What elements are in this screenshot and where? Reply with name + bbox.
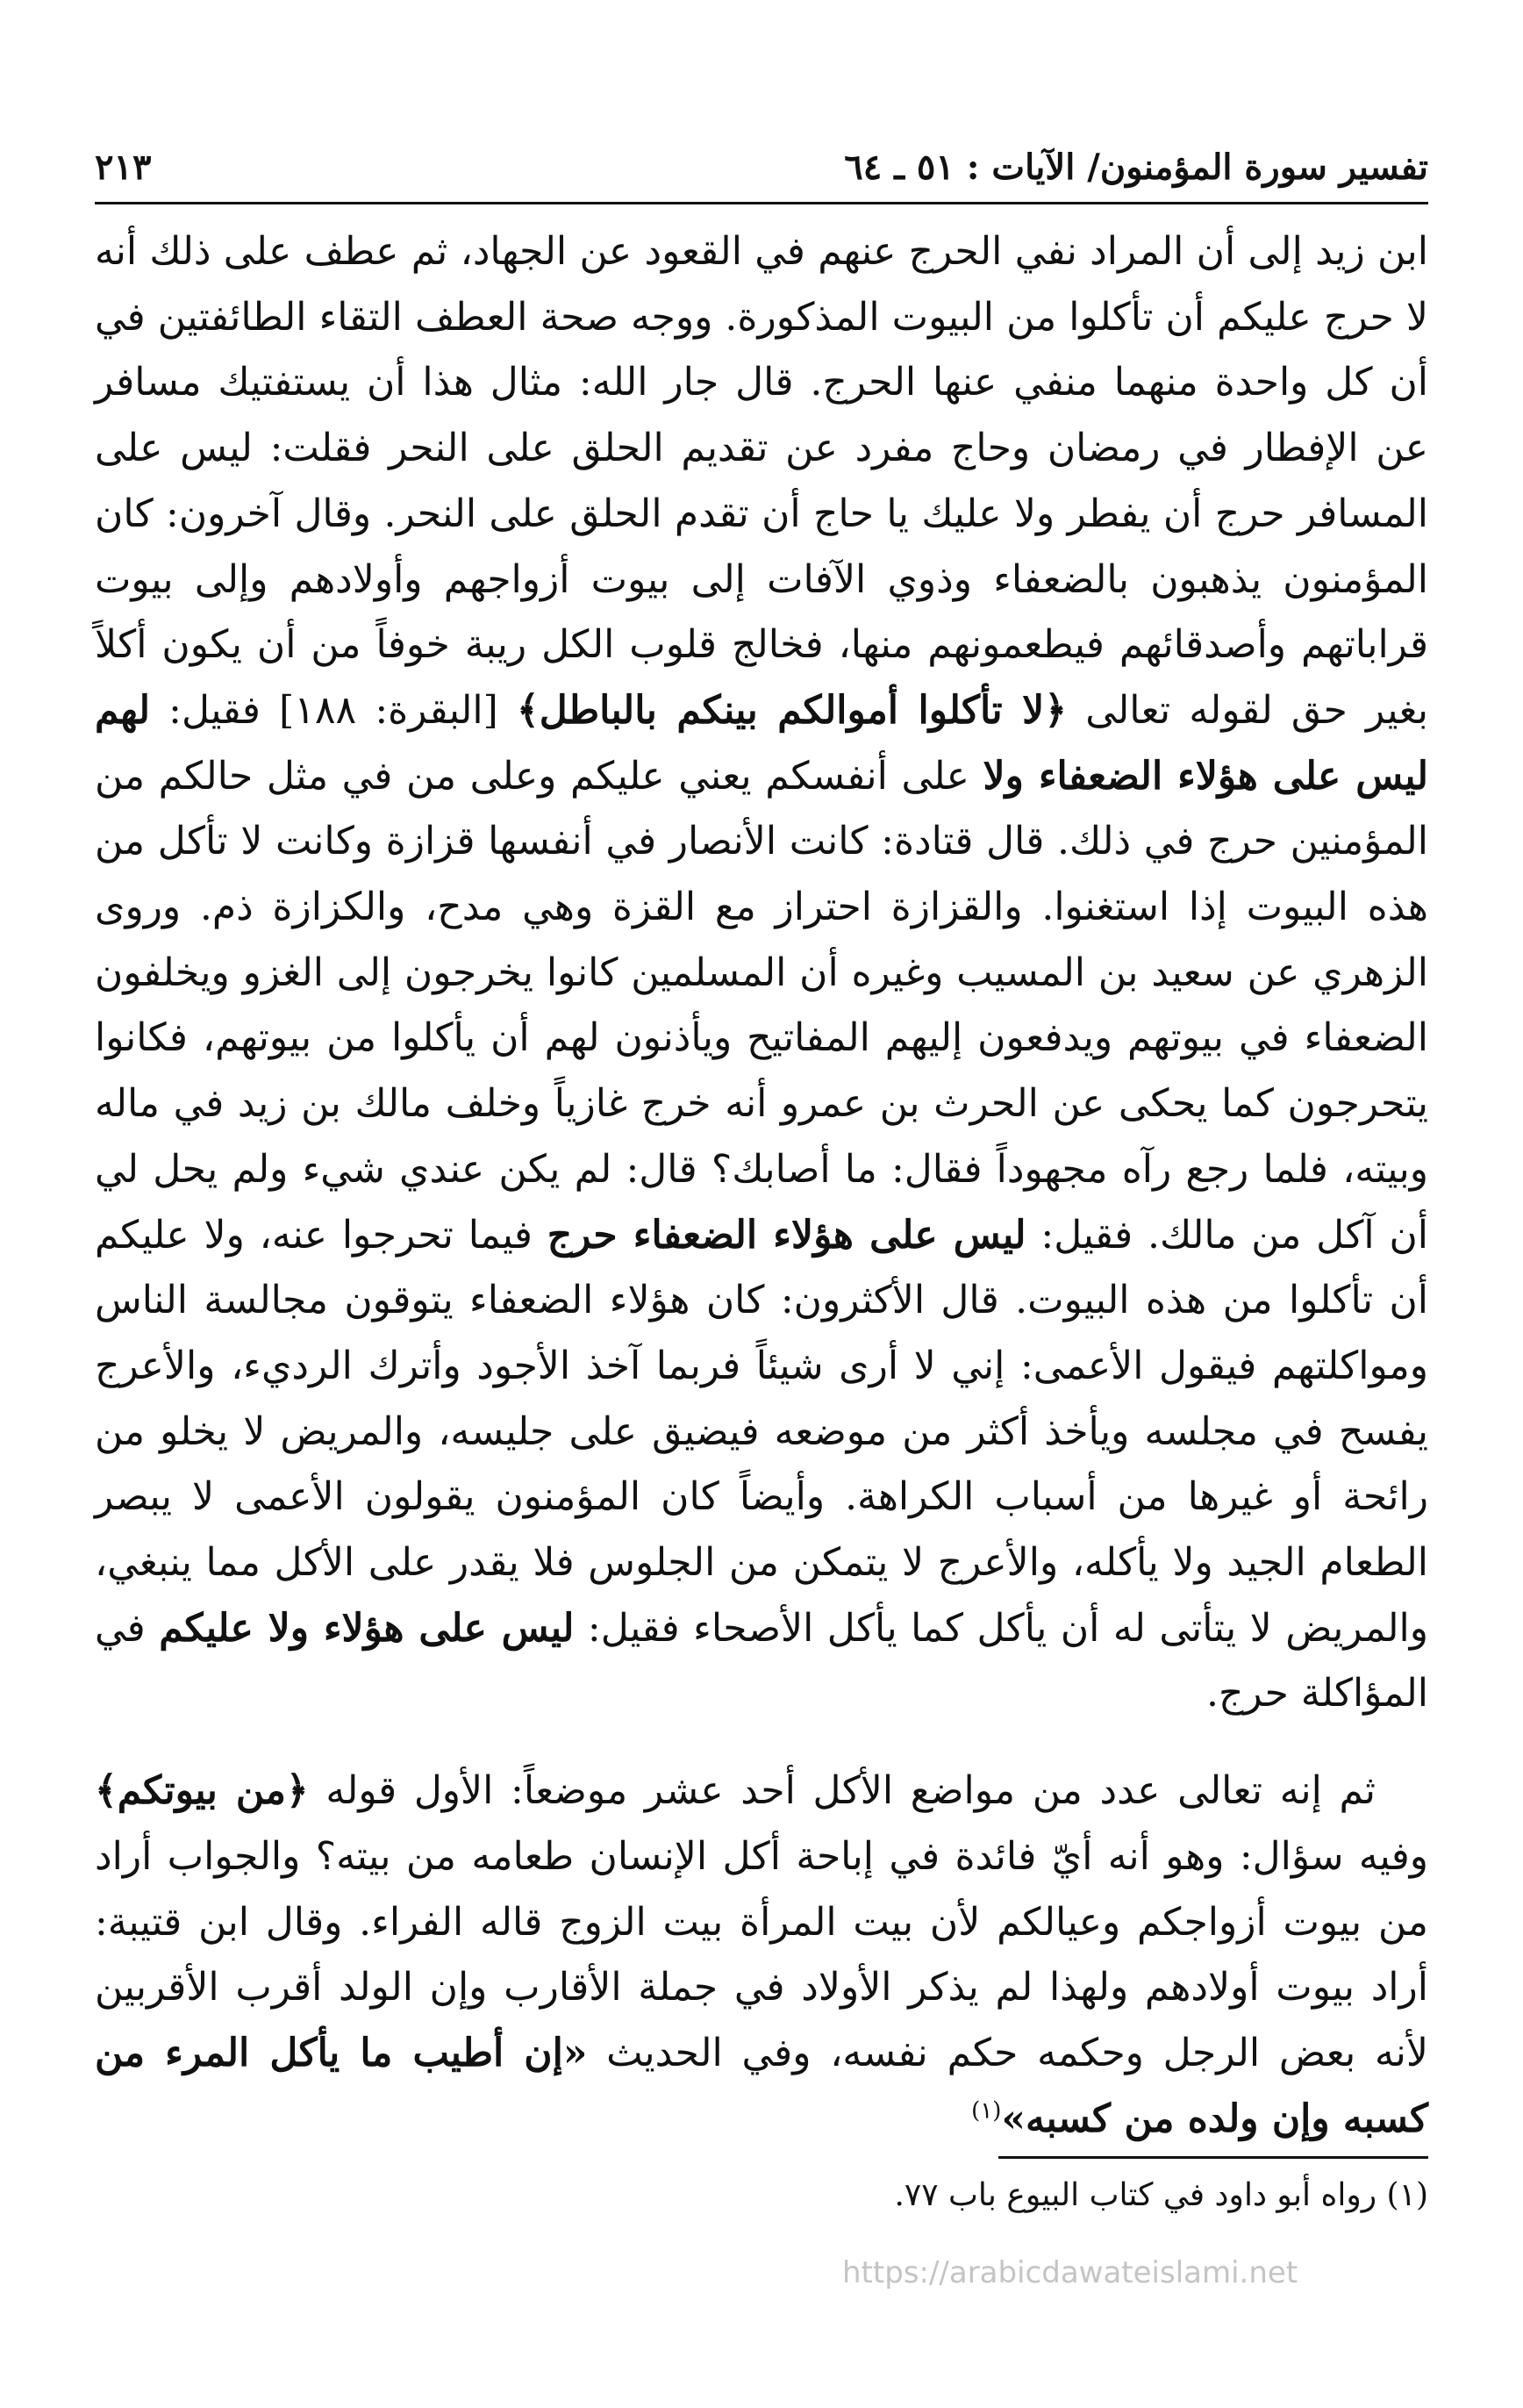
hadith-quote: «إن أطيب ما يأكل المرء من كسبه وإن ولده من كسبه»	[95, 2030, 1428, 2141]
running-header	[95, 132, 1428, 202]
text-run: على أنفسكم يعني عليكم وعلى من في مثل حالكم من المؤمنين حرج في ذلك. قال قتادة: كانت الأنصار في أنفسها قزازة وكانت لا تأكل من هذه البيوت إذا استغنوا. والقزازة احتراز مع القزة وهي مدح، والكزازة ذم. وروى الزهري عن سعيد بن المسيب وغيره أن المسلمين كانوا يخرجون إلى الغزو ويخلفون الضعفاء في بيوتهم ويدفعون إليهم المفاتيح ويأذنون لهم أن يأكلوا من بيوتهم، فكانوا يتحرجون كما يحكى عن الحرث بن عمرو أنه خرج غازياً وخلف مالك بن زيد في ماله وبيته، فلما رجع رآه مجهوداً فقال: ما أصابك؟ قال: لم يكن عندي شيء ولم يحل لي أن آكل من مالك. فقيل:	[95, 753, 1428, 1258]
emphasis-text: ليس على هؤلاء ولا عليكم	[159, 1605, 575, 1651]
emphasis-text: ليس على هؤلاء الضعفاء حرج	[547, 1212, 1026, 1258]
quran-quote: ﴿من بيوتكم﴾	[95, 1768, 309, 1814]
footnote-marker: (١)	[971, 2097, 1002, 2125]
emphasis-text: لهم ليس على هؤلاء الضعفاء ولا	[95, 687, 1428, 799]
footnote: (١) رواه أبو داود في كتاب البيوع باب ٧٧.	[894, 2177, 1428, 2213]
text-run: ابن زيد إلى أن المراد نفي الحرج عنهم في القعود عن الجهاد، ثم عطف على ذلك أنه لا حرج عليكم أن تأكلوا من البيوت المذكورة. ووجه صحة العطف التقاء الطائفتين في أن كل واحدة منهما منفي عنها الحرج. قال جار الله: مثال هذا أن يستفتيك مسافر عن الإفطار في رمضان وحاج مفرد عن تقديم الحلق على النحر فقلت: ليس على المسافر حرج أن يفطر ولا عليك يا حاج أن تقدم الحلق على النحر. وقال آخرون: كان المؤمنون يذهبون بالضعفاء وذوي الآفات إلى بيوت أزواجهم وأولادهم وإلى بيوت قراباتهم وأصدقائهم فيطعمونهم منها، فخالج قلوب الكل ريبة خوفاً من أن يكون أكلاً بغير حق لقوله تعالى	[95, 229, 1428, 733]
page-number: ٢١٣	[95, 146, 152, 188]
text-run: في المؤاكلة حرج.	[95, 1605, 1428, 1716]
body-text	[95, 219, 1428, 2141]
text-run: فيما تحرجوا عنه، ولا عليكم أن تأكلوا من هذه البيوت. قال الأكثرون: كان هؤلاء الضعفاء يتوقون مجالسة الناس ومواكلتهم فيقول الأعمى: إني لا أرى شيئاً فربما آخذ الأجود وأترك الرديء، والأعرج يفسح في مجلسه ويأخذ أكثر من موضعه فيضيق على جليسه، والمريض لا يخلو من رائحة أو غيرها من أسباب الكراهة. وأيضاً كان المؤمنون يقولون الأعمى لا يبصر الطعام الجيد ولا يأكله، والأعرج لا يتمكن من الجلوس فلا يقدر على الأكل مما ينبغي، والمريض لا يتأتى له أن يأكل كما يأكل الأصحاء فقيل:	[95, 1212, 1428, 1651]
text-run: وفيه سؤال: وهو أنه أيّ فائدة في إباحة أكل الإنسان طعامه من بيته؟ والجواب أراد من بيوت أزواجكم وعيالكم لأن بيت المرأة بيت الزوج قاله الفراء. وقال ابن قتيبة: أراد بيوت أولادهم ولهذا لم يذكر الأولاد في جملة الأقارب وإن الولد أقرب الأقربين لأنه بعض الرجل وحكمه حكم نفسه، وفي الحديث	[95, 1833, 1428, 2075]
text-run: [البقرة: ١٨٨] فقيل:	[149, 687, 517, 733]
quran-quote: ﴿لا تأكلوا أموالكم بينكم بالباطل﴾	[516, 687, 1068, 733]
paragraph-2	[95, 1759, 1428, 2152]
running-title: تفسير سورة المؤمنون/ الآيات : ٥١ ـ ٦٤	[844, 146, 1428, 188]
paragraph-1	[95, 219, 1428, 1727]
text-run: ثم إنه تعالى عدد من مواضع الأكل أحد عشر موضعاً: الأول قوله	[308, 1768, 1376, 1814]
watermark: https://arabicdawateislami.net	[842, 2255, 1298, 2290]
footnote-rule	[998, 2156, 1428, 2159]
header-rule	[95, 202, 1428, 204]
